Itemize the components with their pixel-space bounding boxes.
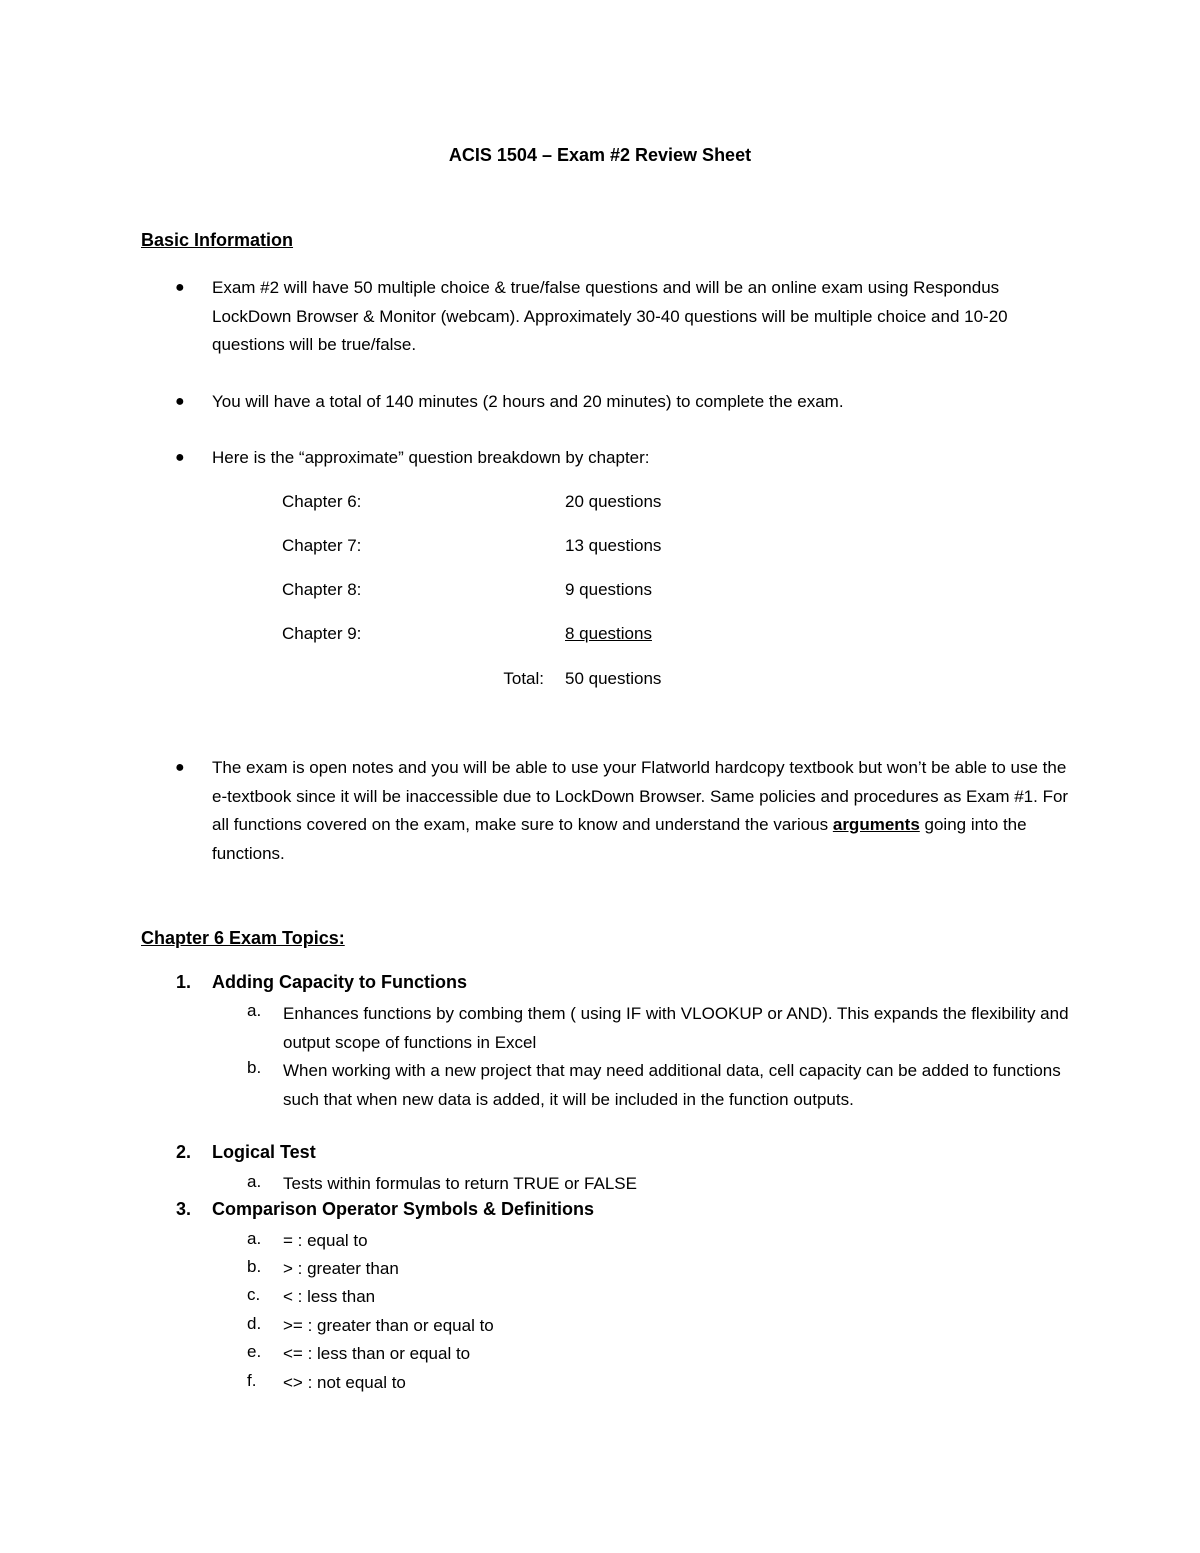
open-notes-text: The exam is open notes and you will be able to use your Flatworld hardcopy textbook but won’t be able to use the e-textbook since it will be inaccessible due to LockDown Browser. Same policies and procedures as Exam #1. For all functions covered on the exam, make sure to know and understand the various: [212, 758, 1069, 834]
bullet-icon: ●: [175, 759, 185, 776]
bullet-text-breakdown-intro: Here is the “approximate” question breakdown by chapter:: [212, 448, 650, 467]
subitem-letter: c.: [247, 1285, 261, 1304]
subitem-text: When working with a new project that may need additional data, cell capacity can be added to functions such that when new data is added, it will be included in the function outputs.: [283, 1061, 1061, 1109]
topic-title: Comparison Operator Symbols & Definitions: [212, 1199, 595, 1219]
subitem-text: > : greater than: [283, 1259, 399, 1278]
subitem-letter: a.: [247, 1172, 262, 1191]
page-title: ACIS 1504 – Exam #2 Review Sheet: [448, 145, 752, 165]
subitem-text: <> : not equal to: [283, 1373, 406, 1392]
subitem-letter: e.: [247, 1342, 262, 1361]
bullet-text-exam-format: Exam #2 will have 50 multiple choice & true/false questions and will be an online exam using Respondus LockDown Browser & Monitor (webcam). Approximately 30-40 questions will be multiple choice and 10-20 questions will be true/false.: [212, 278, 1008, 354]
bullet-icon: ●: [175, 449, 185, 466]
topic-title: Adding Capacity to Functions: [212, 972, 467, 992]
topic-number: 2.: [176, 1142, 192, 1162]
bullet-icon: ●: [175, 279, 185, 296]
breakdown-chapter-label: Chapter 6:: [282, 492, 362, 511]
bullet-text-open-notes: [212, 754, 1072, 868]
breakdown-chapter-label: Chapter 9:: [282, 624, 362, 643]
subitem-text: = : equal to: [283, 1231, 368, 1250]
breakdown-chapter-value: 20 questions: [565, 492, 662, 511]
breakdown-chapter-value: 8 questions: [565, 624, 652, 643]
bullet-icon: ●: [175, 393, 185, 410]
subitem-text: Enhances functions by combing them ( using IF with VLOOKUP or AND). This expands the flexibility and output scope of functions in Excel: [283, 1004, 1069, 1052]
subitem-text: < : less than: [283, 1287, 376, 1306]
topic-number: 3.: [176, 1199, 192, 1219]
open-notes-text-end: going into the functions.: [212, 815, 1027, 863]
bullet-text-time-limit: You will have a total of 140 minutes (2 hours and 20 minutes) to complete the exam.: [212, 392, 844, 411]
subitem-letter: a.: [247, 1229, 262, 1248]
breakdown-chapter-label: Chapter 8:: [282, 580, 362, 599]
subitem-letter: f.: [247, 1371, 257, 1390]
breakdown-total-label: Total:: [503, 669, 544, 688]
breakdown-chapter-label: Chapter 7:: [282, 536, 362, 555]
subitem-letter: a.: [247, 1001, 262, 1020]
subitem-text: <= : less than or equal to: [283, 1344, 471, 1363]
topic-number: 1.: [176, 972, 192, 992]
subitem-text: >= : greater than or equal to: [283, 1316, 494, 1335]
basic-info-heading: Basic Information: [141, 230, 294, 250]
subitem-letter: d.: [247, 1314, 262, 1333]
topic-title: Logical Test: [212, 1142, 316, 1162]
subitem-text: Tests within formulas to return TRUE or FALSE: [283, 1174, 637, 1193]
subitem-letter: b.: [247, 1058, 262, 1077]
chapter6-heading: Chapter 6 Exam Topics:: [141, 928, 345, 948]
breakdown-total-value: 50 questions: [565, 669, 662, 688]
subitem-letter: b.: [247, 1257, 262, 1276]
arguments-emphasis: arguments: [832, 815, 920, 834]
breakdown-chapter-value: 9 questions: [565, 580, 652, 599]
breakdown-chapter-value: 13 questions: [565, 536, 662, 555]
